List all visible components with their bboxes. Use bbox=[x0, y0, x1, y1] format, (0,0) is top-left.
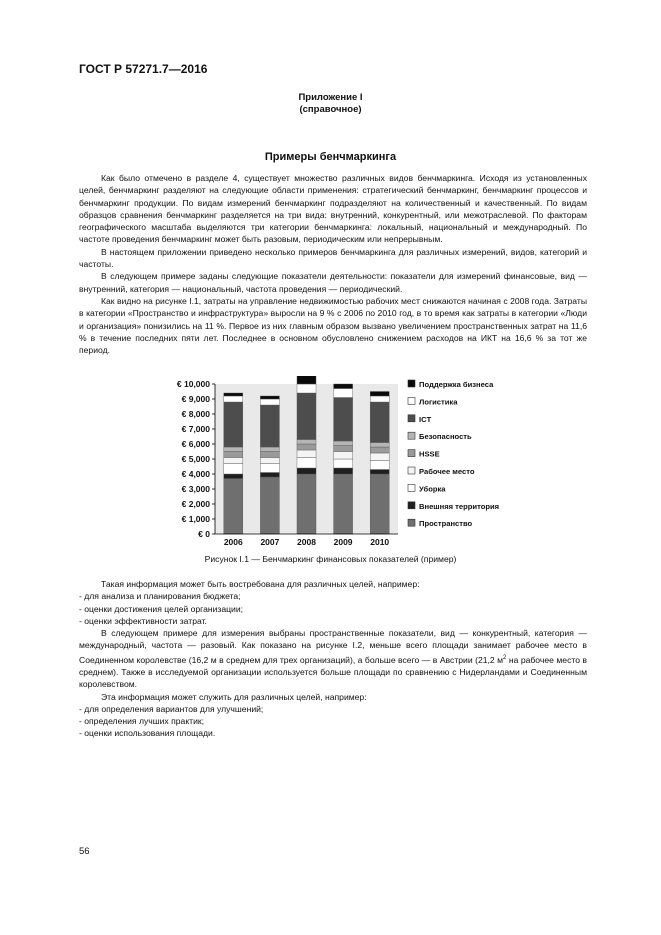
bar-segment bbox=[224, 474, 243, 479]
bar-segment bbox=[297, 458, 316, 469]
standard-header: ГОСТ Р 57271.7—2016 bbox=[79, 62, 208, 76]
bar-segment bbox=[224, 447, 243, 452]
paragraph bbox=[79, 627, 587, 690]
legend-label: HSSE bbox=[419, 449, 440, 459]
x-axis bbox=[215, 534, 398, 547]
bar-segment bbox=[297, 376, 316, 384]
bar-segment bbox=[260, 464, 279, 473]
after-figure-text bbox=[79, 578, 587, 740]
legend-swatch bbox=[408, 519, 415, 526]
y-tick-label: € 5,000 bbox=[181, 454, 210, 464]
y-tick-label: € 10,000 bbox=[176, 379, 210, 389]
legend-swatch bbox=[408, 415, 415, 422]
paragraph: Как видно на рисунке I.1, затраты на управление недвижимостью рабочих мест снижаются начиная с 2008 года. Затраты в категории «Пространство и инфраструктура» выросли на 9 % с 2006 по 2010 год, в то время как затраты в категории «Люди и организация» понизились на 11 %. Первое из них главным образом вызвано увеличением пространственных затрат на 11,6 % в течение последних пяти лет. Последнее в основном обусловлено снижением расходов на ИКТ на 16,6 % за тот же период. bbox=[79, 295, 587, 356]
bar-segment bbox=[370, 396, 389, 402]
paragraph: Эта информация может служить для различных целей, например: bbox=[101, 691, 367, 702]
x-tick-label: 2007 bbox=[260, 537, 280, 547]
list-item: - оценки эффективности затрат. bbox=[79, 615, 207, 626]
bar-segment bbox=[334, 474, 353, 534]
chart-legend bbox=[408, 380, 499, 528]
list-item: - для анализа и планирования бюджета; bbox=[79, 591, 241, 602]
bar-segment bbox=[370, 443, 389, 448]
y-tick-label: € 9,000 bbox=[181, 394, 210, 404]
legend-label: Логистика bbox=[419, 397, 458, 407]
legend-swatch bbox=[408, 502, 415, 509]
bar-segment bbox=[297, 384, 316, 393]
bar-segment bbox=[224, 479, 243, 535]
legend-swatch bbox=[408, 467, 415, 474]
list-item: - определения лучших практик; bbox=[79, 716, 205, 727]
bar-segment bbox=[334, 384, 353, 389]
bar-segment bbox=[297, 440, 316, 445]
bar-segment bbox=[297, 393, 316, 440]
legend-label: Безопасность bbox=[419, 432, 472, 442]
bar-segment bbox=[297, 450, 316, 458]
bar-segment bbox=[297, 444, 316, 450]
bar-segment bbox=[370, 447, 389, 453]
y-axis bbox=[177, 379, 398, 539]
superscript: 2 bbox=[503, 654, 507, 661]
bar-segment bbox=[370, 402, 389, 443]
y-tick-label: € 7,000 bbox=[181, 424, 210, 434]
bar-segment bbox=[297, 474, 316, 534]
legend-label: ICT bbox=[419, 414, 432, 424]
bar-segment bbox=[260, 396, 279, 399]
paragraph: Как было отмечено в разделе 4, существует множество различных видов бенчмаркинга. Исходя из установленных целей, бенчмаркинг разделяют на следующие области применения: стратегический бенчмаркинг, бенчмаркинг процессов и бенчмаркинг продукции. По видам измерений бенчмаркинг подразделяют на количественный и качественный. По видам образцов сравнения бенчмаркинг разделяется на три вида: внутренний, конкурентный, или межотраслевой. По факторам географического масштаба выделяются три категории бенчмаркинга: локальный, национальный и международный. По частоте проведения бенчмаркинг может быть разовым, периодическим или непрерывным. bbox=[79, 173, 587, 245]
paragraph-part: В следующем примере для измерения выбраны пространственные показатели, вид — конкурентный, категория — международный, частота — разовый. Как показано на рисунке I.2, меньше всего площади занимает рабочее место в Соединенном королевстве (16,2 м в среднем для трех организаций), а больше всего — в Австрии (21,2 м bbox=[79, 628, 587, 665]
paragraph-part: на рабочее место в среднем). Также в исследуемой организации используется больше площади по сравнению с Нидерландами и Соединенным королевством. bbox=[79, 654, 587, 690]
y-tick-label: € 4,000 bbox=[181, 469, 210, 479]
bar-segment bbox=[224, 464, 243, 475]
appendix-subtitle: (справочное) bbox=[299, 104, 362, 115]
bar-segment bbox=[224, 458, 243, 464]
bar-segment bbox=[297, 468, 316, 474]
bar-segment bbox=[370, 453, 389, 461]
x-tick-label: 2006 bbox=[223, 537, 243, 547]
intro-text bbox=[79, 172, 587, 356]
stacked-bar-chart bbox=[170, 376, 520, 548]
list-item: - оценки достижения целей организации; bbox=[79, 603, 244, 614]
bar-segment bbox=[370, 461, 389, 470]
bar-segment bbox=[260, 399, 279, 405]
legend-label: Уборка bbox=[419, 484, 446, 494]
y-tick-label: € 6,000 bbox=[181, 439, 210, 449]
bar-segment bbox=[334, 468, 353, 474]
bar-segment bbox=[370, 470, 389, 475]
bar-segment bbox=[334, 441, 353, 446]
y-tick-label: € 2,000 bbox=[181, 499, 210, 509]
figure-caption: Рисунок I.1 — Бенчмаркинг финансовых показателей (пример) bbox=[204, 554, 457, 564]
legend-swatch bbox=[408, 484, 415, 491]
legend-label: Внешняя территория bbox=[419, 501, 500, 511]
legend-label: Рабочее место bbox=[419, 467, 475, 476]
bar-segment bbox=[260, 473, 279, 478]
list-item: - для определения вариантов для улучшений; bbox=[79, 703, 264, 714]
bar-segment bbox=[334, 446, 353, 452]
bar-segment bbox=[260, 405, 279, 447]
legend-swatch bbox=[408, 432, 415, 439]
paragraph: В настоящем приложении приведено несколько примеров бенчмаркинга для различных измерений, видов, категорий и частоты. bbox=[79, 246, 587, 270]
legend-swatch bbox=[408, 450, 415, 457]
legend-swatch bbox=[408, 397, 415, 404]
y-tick-label: € 1,000 bbox=[181, 514, 210, 524]
bar-segment bbox=[260, 452, 279, 458]
bar-segment bbox=[260, 477, 279, 534]
bar-segment bbox=[224, 452, 243, 458]
paragraph: Такая информация может быть востребована для различных целей, например: bbox=[101, 579, 420, 589]
legend-label: Пространство bbox=[419, 519, 473, 529]
bar-segment bbox=[224, 396, 243, 402]
paragraph: В следующем примере заданы следующие показатели деятельности: показатели для измерений финансовые, вид — внутренний, категория — национальный, частота проведения — периодический. bbox=[79, 271, 587, 294]
list-item: - оценки использования площади. bbox=[79, 728, 216, 739]
bar-segment bbox=[334, 459, 353, 468]
y-tick-label: € 8,000 bbox=[181, 409, 210, 419]
x-tick-label: 2010 bbox=[370, 537, 390, 547]
bar-segment bbox=[334, 389, 353, 398]
bar-segment bbox=[224, 393, 243, 396]
bar-segment bbox=[334, 452, 353, 460]
x-tick-label: 2009 bbox=[333, 537, 353, 547]
y-tick-label: € 3,000 bbox=[181, 484, 210, 494]
bar-segment bbox=[260, 458, 279, 464]
appendix-title: Приложение I bbox=[298, 92, 363, 103]
bar-segment bbox=[334, 398, 353, 442]
legend-label: Поддержка бизнеса bbox=[419, 380, 494, 389]
x-tick-label: 2008 bbox=[297, 537, 316, 547]
bar-segment bbox=[224, 402, 243, 447]
page-number: 56 bbox=[79, 846, 90, 857]
bar-segment bbox=[370, 474, 389, 534]
y-tick-label: € 0 bbox=[198, 529, 210, 539]
bar-segment bbox=[260, 447, 279, 452]
legend-swatch bbox=[408, 380, 415, 387]
bar-segment bbox=[370, 392, 389, 397]
section-heading: Примеры бенчмаркинга bbox=[264, 151, 397, 163]
